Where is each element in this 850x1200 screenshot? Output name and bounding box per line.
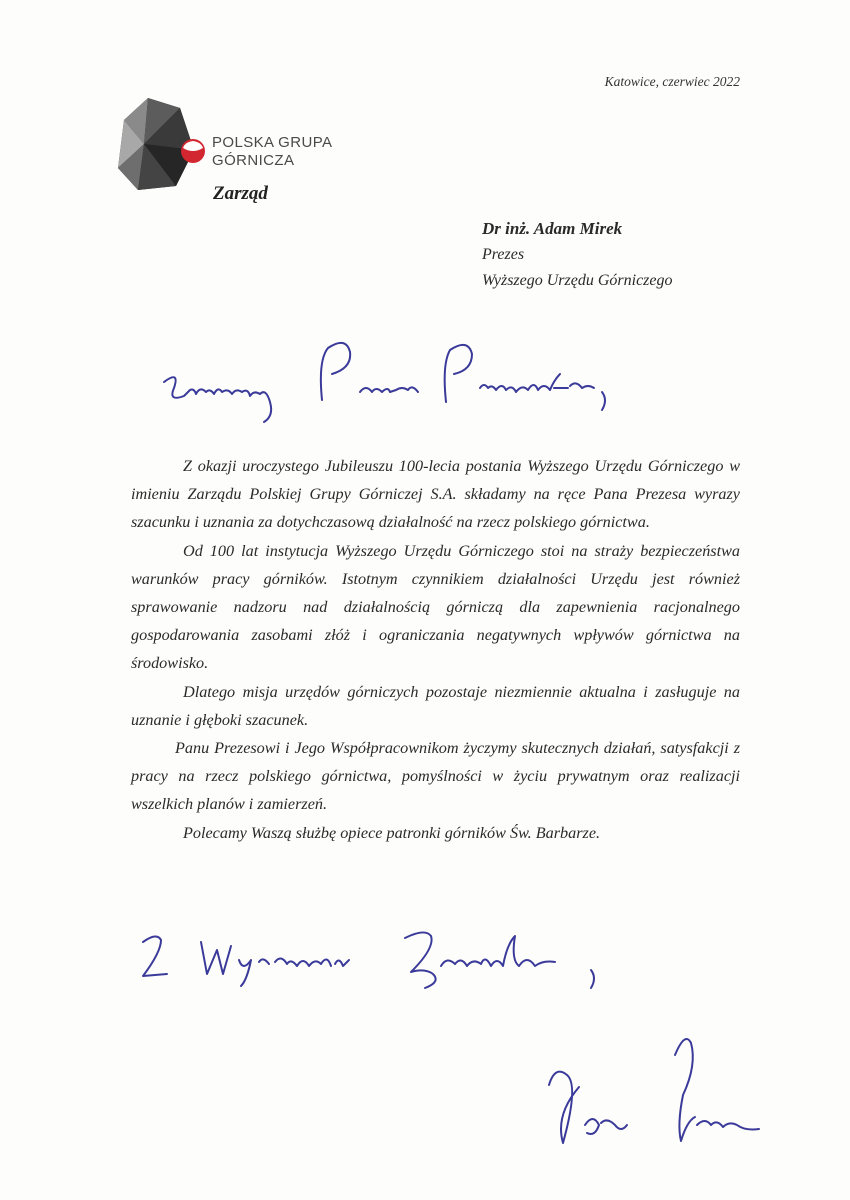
letter-body (131, 452, 740, 847)
addressee-block (482, 216, 802, 294)
body-paragraph: Dlatego misja urzędów górniczych pozostaje niezmiennie aktualna i zasługuje na uznanie i głęboki szacunek. (131, 682, 740, 729)
department-name: Zarząd (213, 183, 268, 204)
body-paragraph: Od 100 lat instytucja Wyższego Urzędu Górniczego stoi na straży bezpieczeństwa warunków pracy górników. Istotnym czynnikiem działalności Urzędu jest również sprawowanie nadzoru nad działalnością górniczą dla zapewnienia racjonalnego gospodarowania zasobami złóż i ograniczania negatywnych wpływów górnictwa na środowisko. (131, 541, 740, 673)
logo-text-line2: GÓRNICZA (212, 152, 295, 169)
body-paragraph: Polecamy Waszą służbę opiece patronki górników Św. Barbarze. (183, 823, 601, 842)
addressee-title: Prezes (482, 246, 525, 263)
red-white-emblem-icon (180, 138, 206, 164)
body-paragraph: Z okazji uroczystego Jubileuszu 100-lecia postania Wyższego Urzędu Górniczego w imieniu Zarządu Polskiej Grupy Górniczej S.A. składamy na ręce Pana Prezesa wyrazy szacunku i uznania za dotychczasową działalność na rzecz polskiego górnictwa. (131, 457, 740, 532)
addressee-name: Dr inż. Adam Mirek (482, 219, 623, 238)
letter-date: Katowice, czerwiec 2022 (604, 74, 740, 89)
handwritten-salutation (150, 330, 620, 430)
handwritten-closing (135, 920, 625, 1000)
body-paragraph: Panu Prezesowi i Jego Współpracownikom życzymy skutecznych działań, satysfakcji z pracy na rzecz polskiego górnictwa, pomyślności w życiu prywatnym oraz realizacji wszelkich planów i zamierzeń. (131, 739, 740, 814)
logo-text-line1: POLSKA GRUPA (212, 134, 333, 151)
handwritten-signature (545, 1025, 775, 1155)
addressee-institution: Wyższego Urzędu Górniczego (482, 272, 673, 289)
